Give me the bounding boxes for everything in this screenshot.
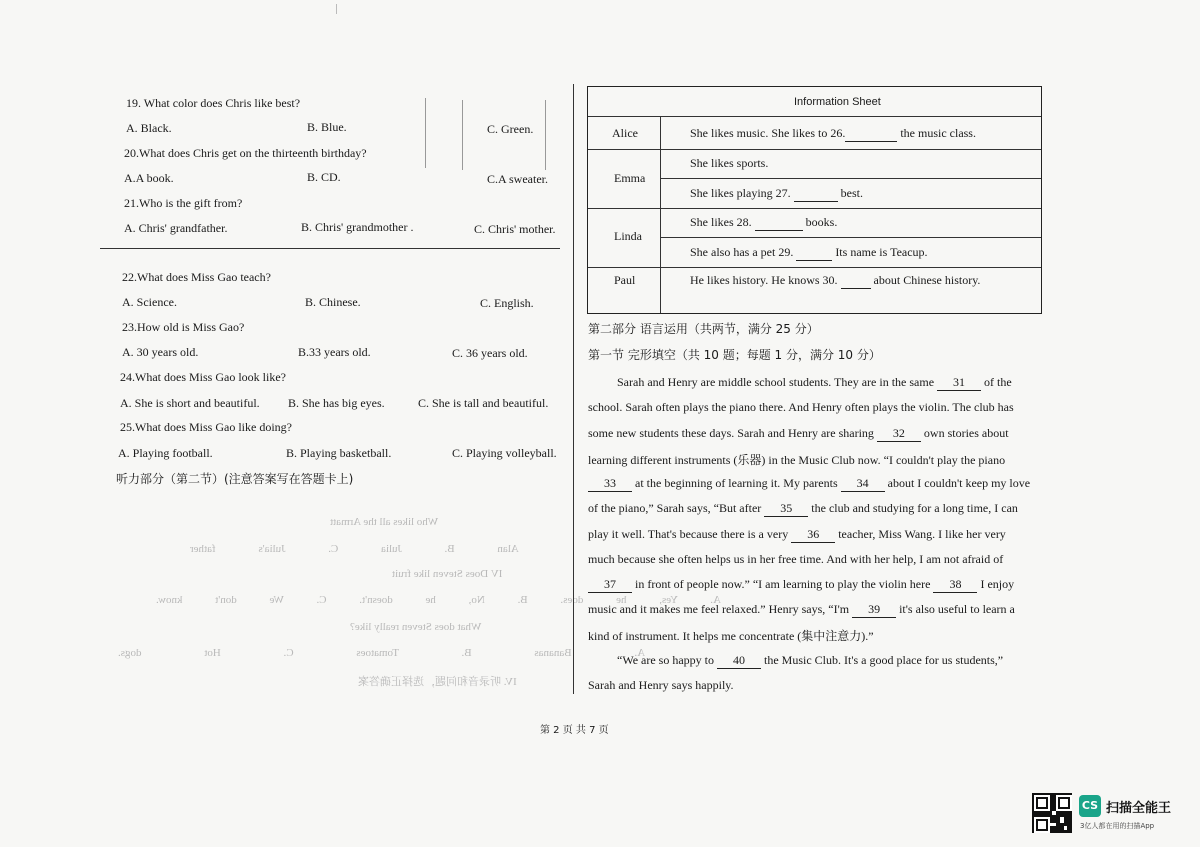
cloze-blank: 40 bbox=[717, 653, 761, 669]
bleed-through-text: A. Bananas B. Tomatoes C. Hot dogs. bbox=[118, 647, 646, 659]
passage-text: the Music Club. It's a good place for us students,” bbox=[761, 653, 1004, 667]
option-c: C. She is tall and beautiful. bbox=[418, 396, 549, 410]
option-b: B.33 years old. bbox=[298, 345, 371, 359]
question-text: 20.What does Chris get on the thirteenth birthday? bbox=[124, 146, 367, 160]
option-c: C.A sweater. bbox=[487, 172, 548, 186]
passage-line bbox=[588, 678, 1066, 693]
scan-artifact-line bbox=[425, 98, 426, 168]
passage-line bbox=[617, 375, 1095, 391]
passage-text: learning different instruments (乐器) in the Music Club now. “I couldn't play the piano bbox=[588, 453, 1006, 467]
question-text: 19. What color does Chris like best? bbox=[126, 96, 301, 110]
table-row-text: She likes 28. books. bbox=[690, 215, 838, 229]
passage-text: own stories about bbox=[920, 426, 1009, 440]
table-title: Information Sheet bbox=[794, 96, 881, 108]
option-a: A. 30 years old. bbox=[122, 345, 199, 359]
cloze-blank: 36 bbox=[791, 527, 835, 543]
section-divider bbox=[100, 248, 560, 249]
table-row-text: She likes playing 27. best. bbox=[690, 186, 864, 200]
passage-line bbox=[588, 501, 1066, 517]
table-row-text: She also has a pet 29. Its name is Teacup. bbox=[690, 245, 928, 259]
cloze-blank: 38 bbox=[933, 577, 977, 593]
passage-text: teacher, Miss Wang. I like her very bbox=[835, 527, 1006, 541]
table-row-text: He likes history. He knows 30. about Chinese history. bbox=[690, 273, 981, 287]
option-c: C. 36 years old. bbox=[452, 346, 528, 360]
scan-tick bbox=[336, 4, 337, 14]
question-text: 25.What does Miss Gao like doing? bbox=[120, 420, 292, 434]
passage-line bbox=[588, 426, 1066, 442]
passage-line bbox=[588, 627, 1066, 644]
bleed-through-text: Who likes all the Armatt bbox=[330, 516, 439, 528]
scan-artifact-line bbox=[462, 100, 463, 170]
option-b: B. Chinese. bbox=[305, 295, 361, 309]
question-text: 23.How old is Miss Gao? bbox=[122, 320, 245, 334]
passage-text: much because she often helps us in her free time. And with her help, I am not afraid of bbox=[588, 552, 1004, 566]
option-c: C. English. bbox=[480, 296, 534, 310]
part-heading: 第二部分 语言运用（共两节，满分 25 分） bbox=[588, 322, 819, 336]
information-sheet-table bbox=[587, 86, 1042, 314]
passage-line bbox=[588, 476, 1066, 492]
cloze-blank: 35 bbox=[764, 501, 808, 517]
passage-text: about I couldn't keep my love bbox=[884, 476, 1031, 490]
option-a: A. Chris' grandfather. bbox=[124, 221, 228, 235]
question-text: 22.What does Miss Gao teach? bbox=[122, 270, 271, 284]
passage-text: I enjoy bbox=[977, 577, 1015, 591]
option-b: B. CD. bbox=[307, 170, 341, 184]
listening-section-heading: 听力部分（第二节）(注意答案写在答题卡上) bbox=[116, 472, 354, 486]
option-b: B. Blue. bbox=[307, 120, 347, 134]
scanner-brand: 扫描全能王 bbox=[1106, 801, 1172, 816]
bleed-through-text: Alan B. Julia C. Julia's father bbox=[190, 543, 519, 555]
camscanner-logo-icon: CS bbox=[1079, 795, 1101, 817]
cloze-blank: 34 bbox=[841, 476, 885, 492]
option-a: A.A book. bbox=[124, 171, 174, 185]
passage-text: some new students these days. Sarah and Henry are sharing bbox=[588, 426, 877, 440]
qr-code-icon bbox=[1032, 793, 1072, 833]
table-row-name: Emma bbox=[614, 171, 646, 185]
bleed-through-text: What does Steven really like? bbox=[350, 621, 482, 633]
passage-text: Sarah and Henry says happily. bbox=[588, 678, 734, 692]
section-heading: 第一节 完形填空（共 10 题；每题 1 分，满分 10 分） bbox=[588, 348, 881, 362]
passage-text: at the beginning of learning it. My parents bbox=[632, 476, 841, 490]
passage-text: “We are so happy to bbox=[617, 653, 717, 667]
passage-line bbox=[588, 400, 1066, 415]
page-number: 第 2 页 共 7 页 bbox=[540, 725, 609, 736]
table-row-name: Alice bbox=[612, 126, 638, 140]
option-b: B. Playing basketball. bbox=[286, 446, 392, 460]
passage-text: play it well. That's because there is a very bbox=[588, 527, 792, 541]
option-c: C. Chris' mother. bbox=[474, 222, 556, 236]
passage-text: Sarah and Henry are middle school students. They are in the same bbox=[617, 375, 938, 389]
passage-text: the club and studying for a long time, I can bbox=[808, 501, 1018, 515]
cloze-blank: 37 bbox=[588, 577, 632, 593]
question-text: 24.What does Miss Gao look like? bbox=[120, 370, 286, 384]
table-row-name: Paul bbox=[614, 273, 636, 287]
option-b: B. Chris' grandmother . bbox=[301, 220, 414, 234]
option-a: A. She is short and beautiful. bbox=[120, 396, 260, 410]
passage-text: of the bbox=[981, 375, 1012, 389]
cloze-blank: 31 bbox=[937, 375, 981, 391]
passage-text: kind of instrument. It helps me concentrate (集中注意力).” bbox=[588, 629, 874, 643]
cloze-blank: 39 bbox=[852, 602, 896, 618]
option-c: C. Green. bbox=[487, 122, 534, 136]
scan-artifact-line bbox=[545, 100, 546, 170]
option-c: C. Playing volleyball. bbox=[452, 446, 557, 460]
passage-text: in front of people now.” “I am learning to play the violin here bbox=[632, 577, 934, 591]
bleed-through-text: A. Yes, he does. B. No, he doesn't. C. We don't know. bbox=[156, 594, 721, 606]
passage-text: of the piano,” Sarah says, “But after bbox=[588, 501, 765, 515]
passage-text: school. Sarah often plays the piano there. And Henry often plays the violin. The club has bbox=[588, 400, 1014, 414]
passage-line bbox=[588, 577, 1066, 593]
passage-text: it's also useful to learn a bbox=[896, 602, 1015, 616]
option-a: A. Black. bbox=[126, 121, 172, 135]
option-a: A. Science. bbox=[122, 295, 177, 309]
column-divider bbox=[573, 84, 574, 694]
passage-line bbox=[617, 653, 1095, 669]
option-b: B. She has big eyes. bbox=[288, 396, 385, 410]
table-row-name: Linda bbox=[614, 229, 642, 243]
option-a: A. Playing football. bbox=[118, 446, 213, 460]
scanner-tagline: 3亿人都在用的扫描App bbox=[1080, 822, 1155, 830]
bleed-through-text: IV Does Steven like fruit bbox=[392, 568, 503, 580]
passage-line bbox=[588, 451, 1066, 468]
cloze-blank: 33 bbox=[588, 476, 632, 492]
table-row-text: She likes music. She likes to 26. the music class. bbox=[690, 126, 976, 140]
passage-text: music and it makes me feel relaxed.” Henry says, “I'm bbox=[588, 602, 853, 616]
bleed-through-text: IV. 听录音和问题，选择正确答案 bbox=[358, 676, 517, 688]
passage-line bbox=[588, 527, 1066, 543]
question-text: 21.Who is the gift from? bbox=[124, 196, 243, 210]
table-row-text: She likes sports. bbox=[690, 156, 769, 170]
passage-line bbox=[588, 602, 1066, 618]
cloze-blank: 32 bbox=[877, 426, 921, 442]
passage-line bbox=[588, 552, 1066, 567]
